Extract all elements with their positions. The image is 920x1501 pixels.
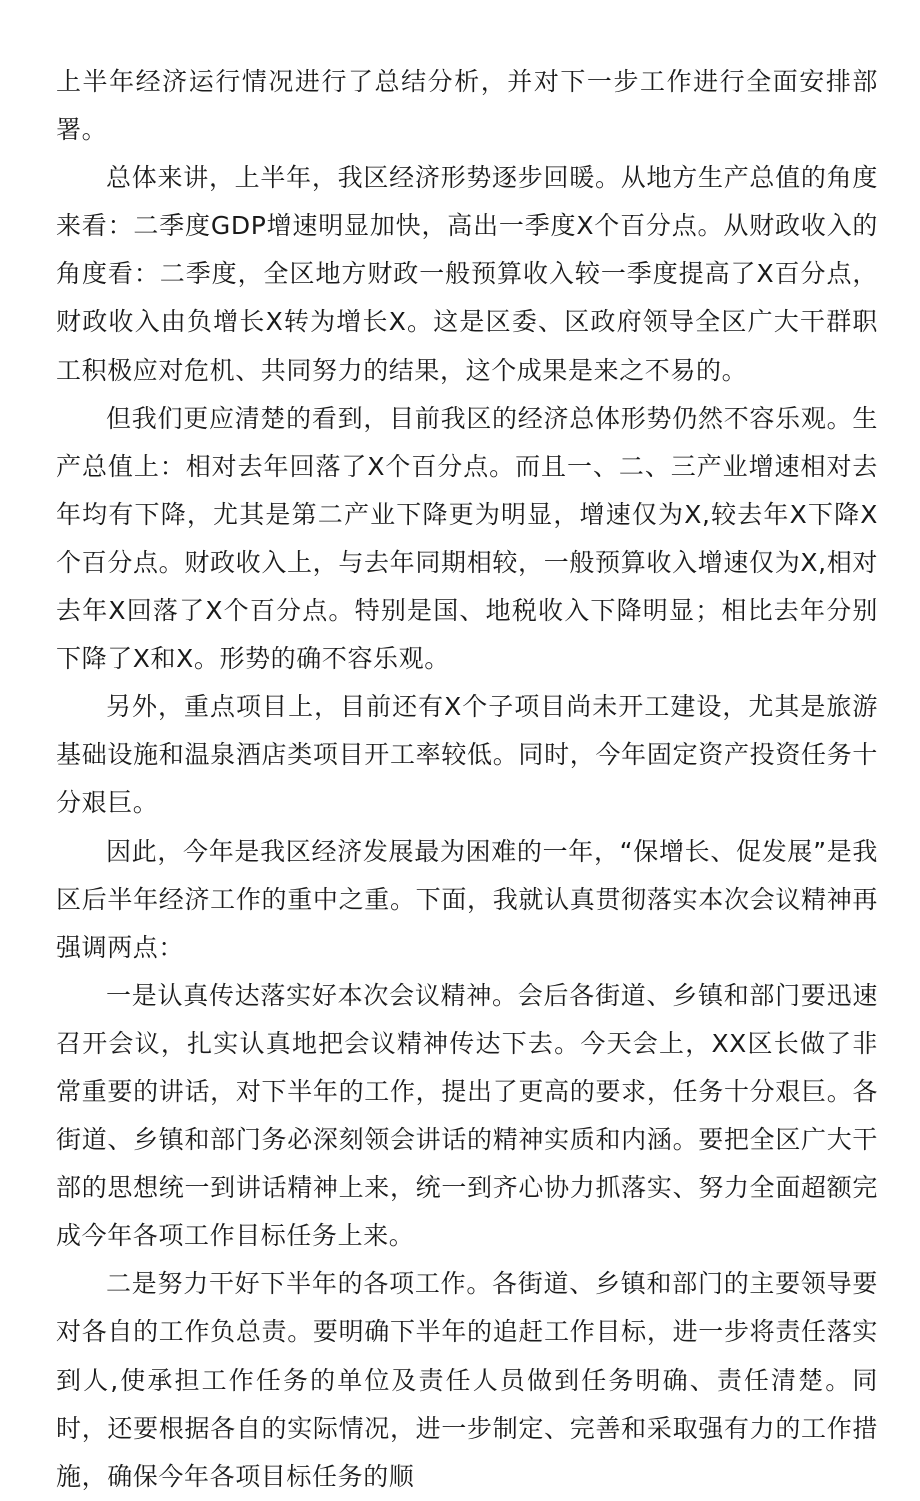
- paragraph-7: [56, 1260, 878, 1500]
- paragraph-6: [56, 972, 878, 1261]
- paragraph-text: 一是认真传达落实好本次会议精神。会后各街道、乡镇和部门要迅速召开会议，扎实认真地把会议精神传达下去。今天会上，XX区长做了非常重要的讲话，对下半年的工作，提出了更高的要求，任务十分艰巨。各街道、乡镇和部门务必深刻领会讲话的精神实质和内涵。要把全区广大干部的思想统一到讲话精神上来，统一到齐心协力抓落实、努力全面超额完成今年各项工作目标任务上来。: [56, 980, 878, 1251]
- paragraph-text: 上半年经济运行情况进行了总结分析，并对下一步工作进行全面安排部署。: [56, 67, 878, 145]
- paragraph-text: 二是努力干好下半年的各项工作。各街道、乡镇和部门的主要领导要对各自的工作负总责。要明确下半年的追赶工作目标，进一步将责任落实到人,使承担工作任务的单位及责任人员做到任务明确、责任清楚。同时，还要根据各自的实际情况，进一步制定、完善和采取强有力的工作措施，确保今年各项目标任务的顺: [56, 1269, 878, 1491]
- paragraph-1: [56, 58, 878, 154]
- paragraph-text: 但我们更应清楚的看到，目前我区的经济总体形势仍然不容乐观。生产总值上：相对去年回落了X个百分点。而且一、二、三产业增速相对去年均有下降，尤其是第二产业下降更为明显，增速仅为X,较去年X下降X个百分点。财政收入上，与去年同期相较，一般预算收入增速仅为X,相对去年X回落了X个百分点。特别是国、地税收入下降明显；相比去年分别下降了X和X。形势的确不容乐观。: [56, 403, 878, 674]
- paragraph-text: 因此，今年是我区经济发展最为困难的一年，“保增长、促发展”是我区后半年经济工作的重中之重。下面，我就认真贯彻落实本次会议精神再强调两点：: [56, 836, 878, 962]
- document-body: [56, 58, 878, 1501]
- paragraph-text: 另外，重点项目上，目前还有X个子项目尚未开工建设，尤其是旅游基础设施和温泉酒店类项目开工率较低。同时，今年固定资产投资任务十分艰巨。: [56, 692, 878, 818]
- paragraph-3: [56, 395, 878, 684]
- paragraph-4: [56, 683, 878, 827]
- paragraph-2: [56, 154, 878, 394]
- paragraph-text: 总体来讲，上半年，我区经济形势逐步回暖。从地方生产总值的角度来看：二季度GDP增速明显加快，高出一季度X个百分点。从财政收入的角度看：二季度，全区地方财政一般预算收入较一季度提高了X百分点，财政收入由负增长X转为增长X。这是区委、区政府领导全区广大干群职工积极应对危机、共同努力的结果，这个成果是来之不易的。: [56, 163, 878, 385]
- paragraph-5: [56, 828, 878, 972]
